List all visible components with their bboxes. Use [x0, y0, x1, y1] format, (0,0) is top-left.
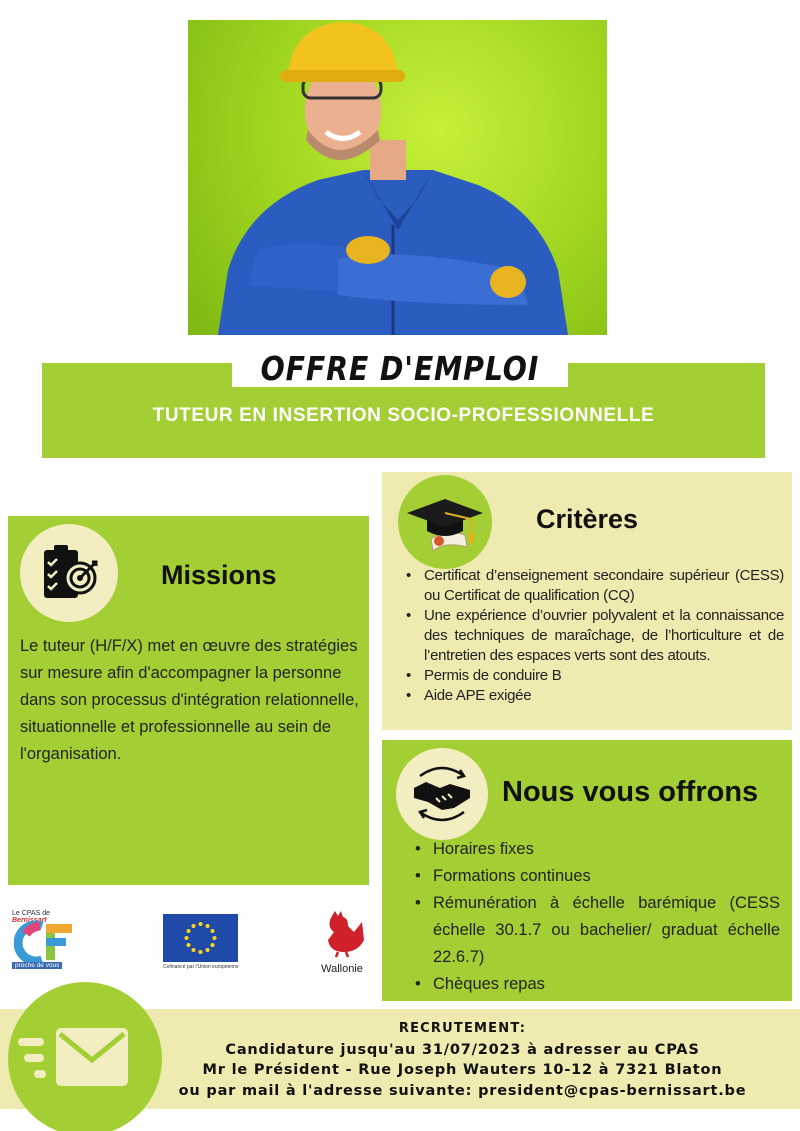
list-item: • Formations continues [414, 863, 780, 890]
worker-photo [188, 20, 607, 335]
list-item: • Permis de conduire B [404, 666, 784, 686]
eu-caption: Cofinancé par l'Union européenne [163, 964, 239, 970]
criteria-list [404, 566, 784, 706]
missions-icon-circle [20, 524, 118, 622]
cpas-logo-prefix: Le CPAS de [12, 910, 51, 917]
missions-title: Missions [161, 560, 277, 590]
benefits-title: Nous vous offrons [502, 776, 759, 808]
list-item: • Chèques repas [414, 971, 780, 998]
cpas-logo-tagline: proche de vous [12, 962, 62, 969]
list-item: • Rémunération à échelle barémique (CESS échelle 30.1.7 ou bachelier/ graduat échelle 22.6.7) [414, 890, 780, 971]
benefits-icon-circle [396, 748, 488, 840]
footer-email: ou par mail à l'adresse suivante: president@cpas-bernissart.be [178, 1082, 747, 1099]
footer-address: Mr le Président - Rue Joseph Wauters 10-12 à 7321 Blaton [202, 1062, 723, 1078]
footer-heading: RECRUTEMENT: [398, 1021, 527, 1036]
benefits-list [414, 836, 780, 998]
eu-flag-icon [163, 914, 238, 962]
list-item: • Aide APE exigée [404, 686, 784, 706]
list-item: • Une expérience d’ouvrier polyvalent et la connaissance des techniques de maraîchage, de l’horticulture et de l’entretien des espaces verts sont des atouts. [404, 606, 784, 666]
benefits-panel [382, 740, 792, 1001]
footer-contact [170, 1019, 755, 1101]
cpas-logo [10, 910, 82, 972]
wallonie-logo [312, 910, 372, 976]
list-item: • Horaires fixes [414, 836, 780, 863]
list-item: • Certificat d’enseignement secondaire supérieur (CESS) ou Certificat de qualification (CQ) [404, 566, 784, 606]
criteria-panel [382, 472, 792, 730]
criteria-title: Critères [536, 504, 639, 534]
cpas-logo-name: Bernissart [12, 917, 47, 924]
cpas-mark-icon [14, 920, 76, 964]
handshake-icon [406, 758, 478, 830]
criteria-icon-circle [398, 475, 492, 569]
title-tab [232, 349, 568, 387]
mail-circle [8, 982, 162, 1131]
wallonie-label: Wallonie [321, 963, 363, 975]
page-title: OFFRE D'EMPLOI [260, 348, 540, 388]
graduation-cap-icon [405, 491, 485, 553]
envelope-icon [8, 982, 162, 1131]
missions-panel [8, 516, 369, 885]
clipboard-target-icon [38, 542, 100, 604]
rooster-icon [318, 910, 366, 958]
footer-deadline: Candidature jusqu'au 31/07/2023 à adresser au CPAS [225, 1041, 700, 1058]
missions-description: Le tuteur (H/F/X) met en œuvre des stratégies sur mesure afin d'accompagner la personne dans son processus d'intégration relationnelle, situationnelle et professionnelle au sein de l'organisation. [20, 637, 359, 763]
job-title: TUTEUR EN INSERTION SOCIO-PROFESSIONNELLE [152, 405, 655, 426]
eu-logo [163, 914, 241, 974]
